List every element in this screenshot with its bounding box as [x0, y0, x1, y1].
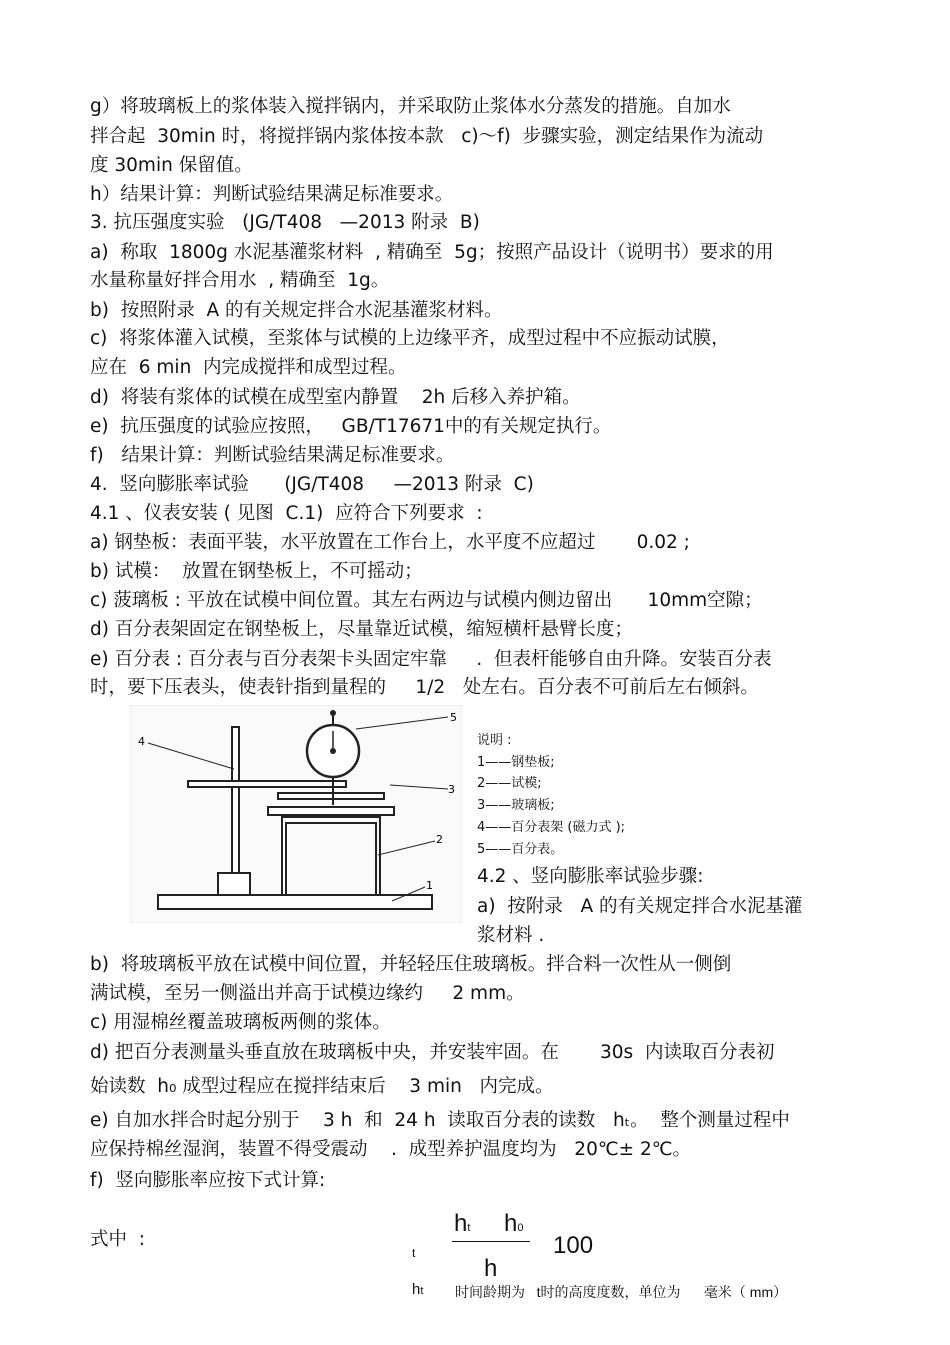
text-line: c) 菠璃板 : 平放在试模中间位置。其左右两边与试模内侧边留出 10mm空隙；: [90, 590, 763, 611]
legend-title: 说明 :: [477, 733, 512, 748]
text-line: d) 将装有浆体的试模在成型室内静置 2h 后移入养护箱。: [90, 387, 581, 408]
text-line: h）结果计算：判断试验结果满足标准要求。: [90, 184, 454, 205]
text-line: g）将玻璃板上的浆体装入搅拌锅内，并采取防止浆体水分蒸发的措施。自加水: [90, 96, 731, 117]
text-line: 拌合起 30min 时，将搅拌锅内浆体按本款 c)～f) 步骤实验，测定结果作为流动: [90, 126, 764, 147]
text-line: e) 抗压强度的试验应按照， GB/T17671中的有关规定执行。: [90, 416, 612, 437]
stand-post-shape: [232, 727, 239, 873]
text-line: f) 结果计算：判断试验结果满足标准要求。: [90, 445, 455, 466]
figure-label: 1: [426, 879, 433, 892]
text-line: 始读数 h₀ 成型过程应在搅拌结束后 3 min 内完成。: [90, 1076, 554, 1097]
formula-note-text: 时间龄期为 t时的高度度数，单位为 毫米（ mm）: [455, 1284, 788, 1300]
text-line: a) 称取 1800g 水泥基灌浆材料 , 精确至 5g；按照产品设计（说明书）要求的用: [90, 242, 774, 263]
figure-label: 2: [436, 833, 443, 846]
section-heading: 3. 抗压强度实验 (JG/T408 —2013 附录 B): [90, 212, 480, 233]
text-line: e) 百分表 : 百分表与百分表架卡头固定牢靠 . 但表杆能够自由升降。安装百分表: [90, 649, 772, 670]
text-line: 应保持棉丝湿润，装置不得受震动 . 成型养护温度均为 20℃± 2℃。: [90, 1139, 692, 1160]
formula-h-0: h0: [504, 1210, 524, 1237]
text-line: 满试模，至另一侧溢出并高于试模边缘约 2 mm。: [90, 983, 525, 1004]
section-heading: 4.2 、竖向膨胀率试验步骤:: [477, 866, 704, 887]
text-line: d) 百分表架固定在钢垫板上，尽量靠近试模，缩短横杆悬臂长度；: [90, 619, 633, 640]
glass-plate-shape: [278, 793, 384, 799]
steel-plate-shape: [158, 895, 432, 909]
text-line: a) 钢垫板：表面平装，水平放置在工作台上，水平度不应超过 0.02 ;: [90, 532, 690, 553]
section-heading: 4. 竖向膨胀率试验 (JG/T408 —2013 附录 C): [90, 474, 534, 495]
formula-note-symbol: ht: [412, 1281, 424, 1298]
fraction-bar: [452, 1241, 530, 1242]
text-line: 水量称量好拌合用水 , 精确至 1g。: [90, 270, 390, 291]
text-line: b) 试模： 放置在钢垫板上，不可摇动；: [90, 561, 423, 582]
text-line: a) 按附录 A 的有关规定拌合水泥基灌: [477, 896, 803, 917]
formula-factor: 100: [553, 1232, 594, 1259]
figure-label: 4: [138, 735, 145, 748]
apparatus-figure: [130, 705, 462, 923]
formula-h-t: ht: [454, 1210, 471, 1237]
text-line: c) 用湿棉丝覆盖玻璃板两侧的浆体。: [90, 1012, 391, 1033]
figure-label: 3: [448, 783, 455, 796]
text-line: e) 自加水拌合时起分别于 3 h 和 24 h 读取百分表的读数 hₜ。 整个测量过程中: [90, 1110, 790, 1131]
formula-denominator: h: [484, 1255, 498, 1282]
figure-label: 5: [450, 711, 457, 724]
text-line: b) 将玻璃板平放在试模中间位置，并轻轻压住玻璃板。拌合料一次性从一侧倒: [90, 954, 732, 975]
magnetic-base-shape: [218, 873, 250, 895]
legend-item: 4——百分表架 (磁力式 );: [477, 820, 626, 835]
text-line: c) 将浆体灌入试模，至浆体与试模的上边缘平齐，成型过程中不应振动试膜，: [90, 328, 730, 349]
legend-item: 3——玻璃板;: [477, 798, 555, 813]
stand-arm-shape: [188, 781, 346, 787]
text-line: f) 竖向膨胀率应按下式计算:: [90, 1170, 326, 1191]
legend-item: 1——钢垫板;: [477, 755, 555, 770]
text-line: 4.1 、仪表安装 ( 见图 C.1) 应符合下列要求 :: [90, 503, 483, 524]
text-line: 浆材料 .: [477, 925, 545, 946]
formula-lhs-sub: t: [412, 1246, 416, 1260]
text-line: b) 按照附录 A 的有关规定拌合水泥基灌浆材料。: [90, 300, 503, 321]
text-line: 时，要下压表头，使表针指到量程的 1/2 处左右。百分表不可前后左右倾斜。: [90, 677, 759, 698]
formula-prefix: 式中 :: [90, 1229, 145, 1250]
legend-item: 5——百分表。: [477, 842, 564, 857]
text-line: 应在 6 min 内完成搅拌和成型过程。: [90, 357, 407, 378]
text-line: 度 30min 保留值。: [90, 155, 253, 176]
text-line: d) 把百分表测量头垂直放在玻璃板中央，并安装牢固。在 30s 内读取百分表初: [90, 1042, 775, 1063]
legend-item: 2——试模;: [477, 776, 542, 791]
